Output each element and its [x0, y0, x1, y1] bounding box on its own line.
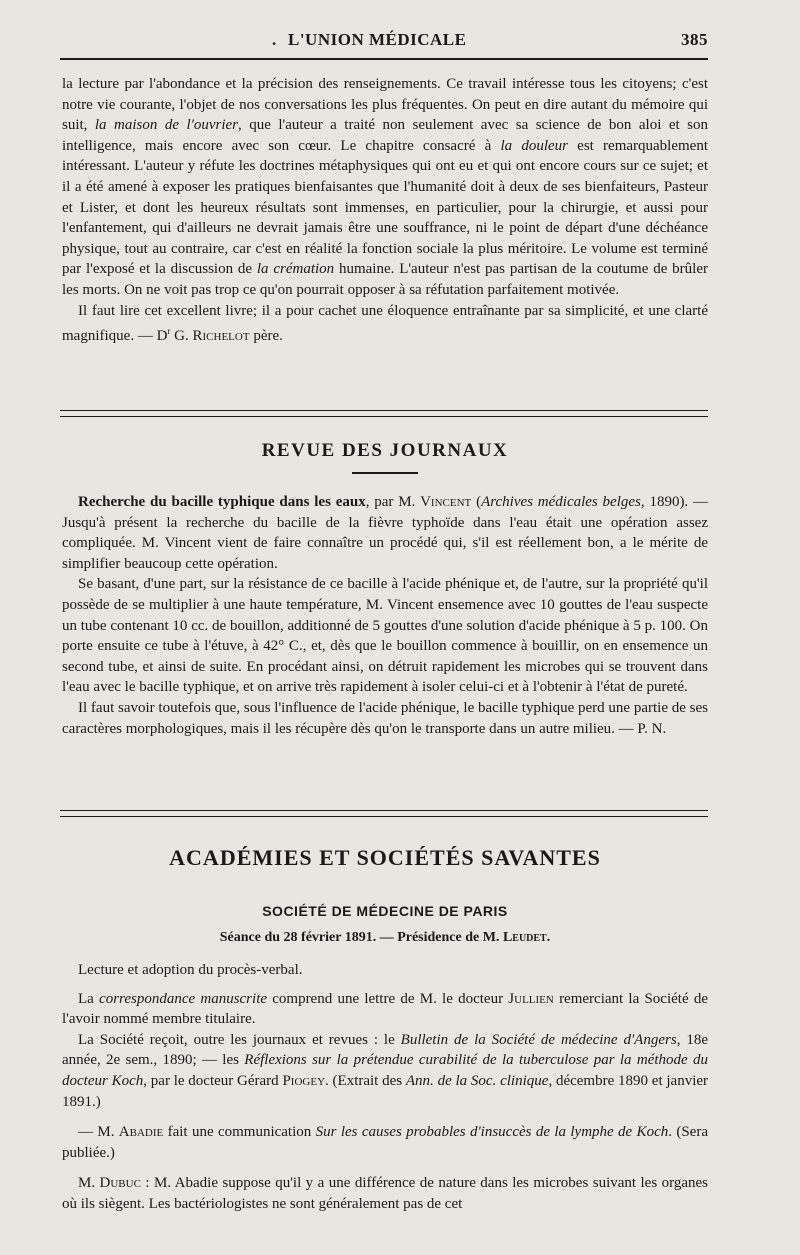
revue-paragraph-1: Recherche du bacille typhique dans les eaux, par M. Vincent (Archives médicales belges, 1890). — Jusqu'à présent la recherche du bacille de la fièvre typhoïde dans l'eau était une opération assez compliquée. M. Vincent vient de faire connaître un procédé qui, s'il est réellement bon, a le mérite de simplifier beaucoup cette opération. — [62, 494, 708, 572]
section-title-academies: ACADÉMIES ET SOCIÉTÉS SAVANTES — [169, 845, 601, 870]
header-rule — [60, 58, 708, 60]
seance-minutes — [62, 960, 708, 1215]
page-number: 385 — [681, 30, 708, 49]
minutes-paragraph-5: M. Dubuc : M. Abadie suppose qu'il y a une différence de nature dans les microbes suivant les organes où ils siègent. Les bactériologistes ne sont généralement pas de cet — [62, 1175, 708, 1212]
minutes-paragraph-4: — M. Abadie fait une communication Sur les causes probables d'insuccès de la lymphe de Koch. (Sera publiée.) — [62, 1124, 708, 1161]
journal-title: L'UNION MÉDICALE — [288, 30, 467, 49]
minutes-paragraph-3: La Société reçoit, outre les journaux et revues : le Bulletin de la Société de médecine d'Angers, 18e année, 2e sem., 1890; — les Réflexions sur la prétendue curabilité de la tuberculose par la méthode du docteur Koch, par le docteur Gérard Piogey. (Extrait des Ann. de la Soc. clinique, décembre 1890 et janvier 1891.) — [62, 1031, 709, 1110]
section-title-revue: REVUE DES JOURNAUX — [261, 440, 509, 461]
reviewer-name: Richelot — [192, 328, 250, 345]
minutes-paragraph-2: La correspondance manuscrite comprend une lettre de M. le docteur Jullien remerciant la Société de l'avoir nommé membre titulaire. — [62, 990, 708, 1028]
minutes-paragraph-1: Lecture et adoption du procès-verbal. — [78, 962, 303, 978]
section-divider — [60, 810, 708, 817]
revue-article — [62, 492, 708, 739]
section-divider — [60, 410, 708, 417]
society-name: SOCIÉTÉ DE MÉDECINE DE PARIS — [262, 903, 508, 919]
seance-line: Séance du 28 février 1891. — Présidence de M. Leudet. — [219, 930, 551, 945]
article-title: Recherche du bacille typhique dans les eaux — [78, 494, 366, 510]
book-review — [62, 74, 708, 347]
review-paragraph-1: la lecture par l'abondance et la précision des renseignements. Ce travail intéresse tous les citoyens; c'est notre vie courante, l'objet de nos conversations les plus fréquentes. On peut en dire autant du mémoire qui suit, la maison de l'ouvrier, que l'auteur a traité non seulement avec sa science de bon aloi et son intelligence, mais encore avec son cœur. Le chapitre consacré à la douleur est remarquablement intéressant. L'auteur y réfute les doctrines métaphysiques qui ont eu et qui ont encore cours sur ce sujet; et il a été amené à exposer les pratiques bienfaisantes que l'humanité doit à deux de ses bienfaiteurs, Pasteur et Lister, et dont les heureux résultats sont immenses, en particulier, pour la chirurgie, et aussi pour l'enfantement, qui d'ailleurs ne devrait jamais être une souffrance, ni le point de départ d'une déchéance physique, tout au contraire, car c'est en réalité la fonction sociale la plus méritoire. Le volume est terminé par l'exposé et la discussion de la crémation humaine. L'auteur n'est pas partisan de la coutume de brûler les morts. On ne voit pas trop ce qu'on pourrait opposer à sa réfutation parfaitement motivée. — [62, 76, 708, 298]
revue-paragraph-2: Se basant, d'une part, sur la résistance de ce bacille à l'acide phénique et, de l'autre, sur la propriété qu'il possède de se multiplier à une haute température, M. Vincent ensemence avec 10 gouttes de l'eau suspecte un tube contenant 10 cc. de bouillon, additionné de 5 gouttes d'une solution d'acide phénique à 5 p. 100. On porte ensuite ce tube à l'étuve, à 42° C., et, dès que le bouillon commence à bouillir, on en ensemence un second tube, et ainsi de suite. En procédant ainsi, on détruit rapidement les microbes qui se trouvent dans l'eau avec le bacille typhique, et on arrive très rapidement à isoler celui-ci et à l'obtenir à l'état de pureté. — [62, 576, 708, 696]
revue-paragraph-3: Il faut savoir toutefois que, sous l'influence de l'acide phénique, le bacille typhique perd une partie de ses caractères morphologiques, mais il les récupère dès qu'on le transporte dans un autre milieu. — P. N. — [62, 699, 708, 737]
review-paragraph-2: Il faut lire cet excellent livre; il a pour cachet une éloquence entraînante par sa simplicité, et une clarté magnifique. — $D^r$ G. Richelot père. — [62, 302, 708, 345]
title-underline — [352, 472, 418, 474]
running-header — [60, 26, 708, 58]
header-dot: . — [272, 30, 277, 49]
